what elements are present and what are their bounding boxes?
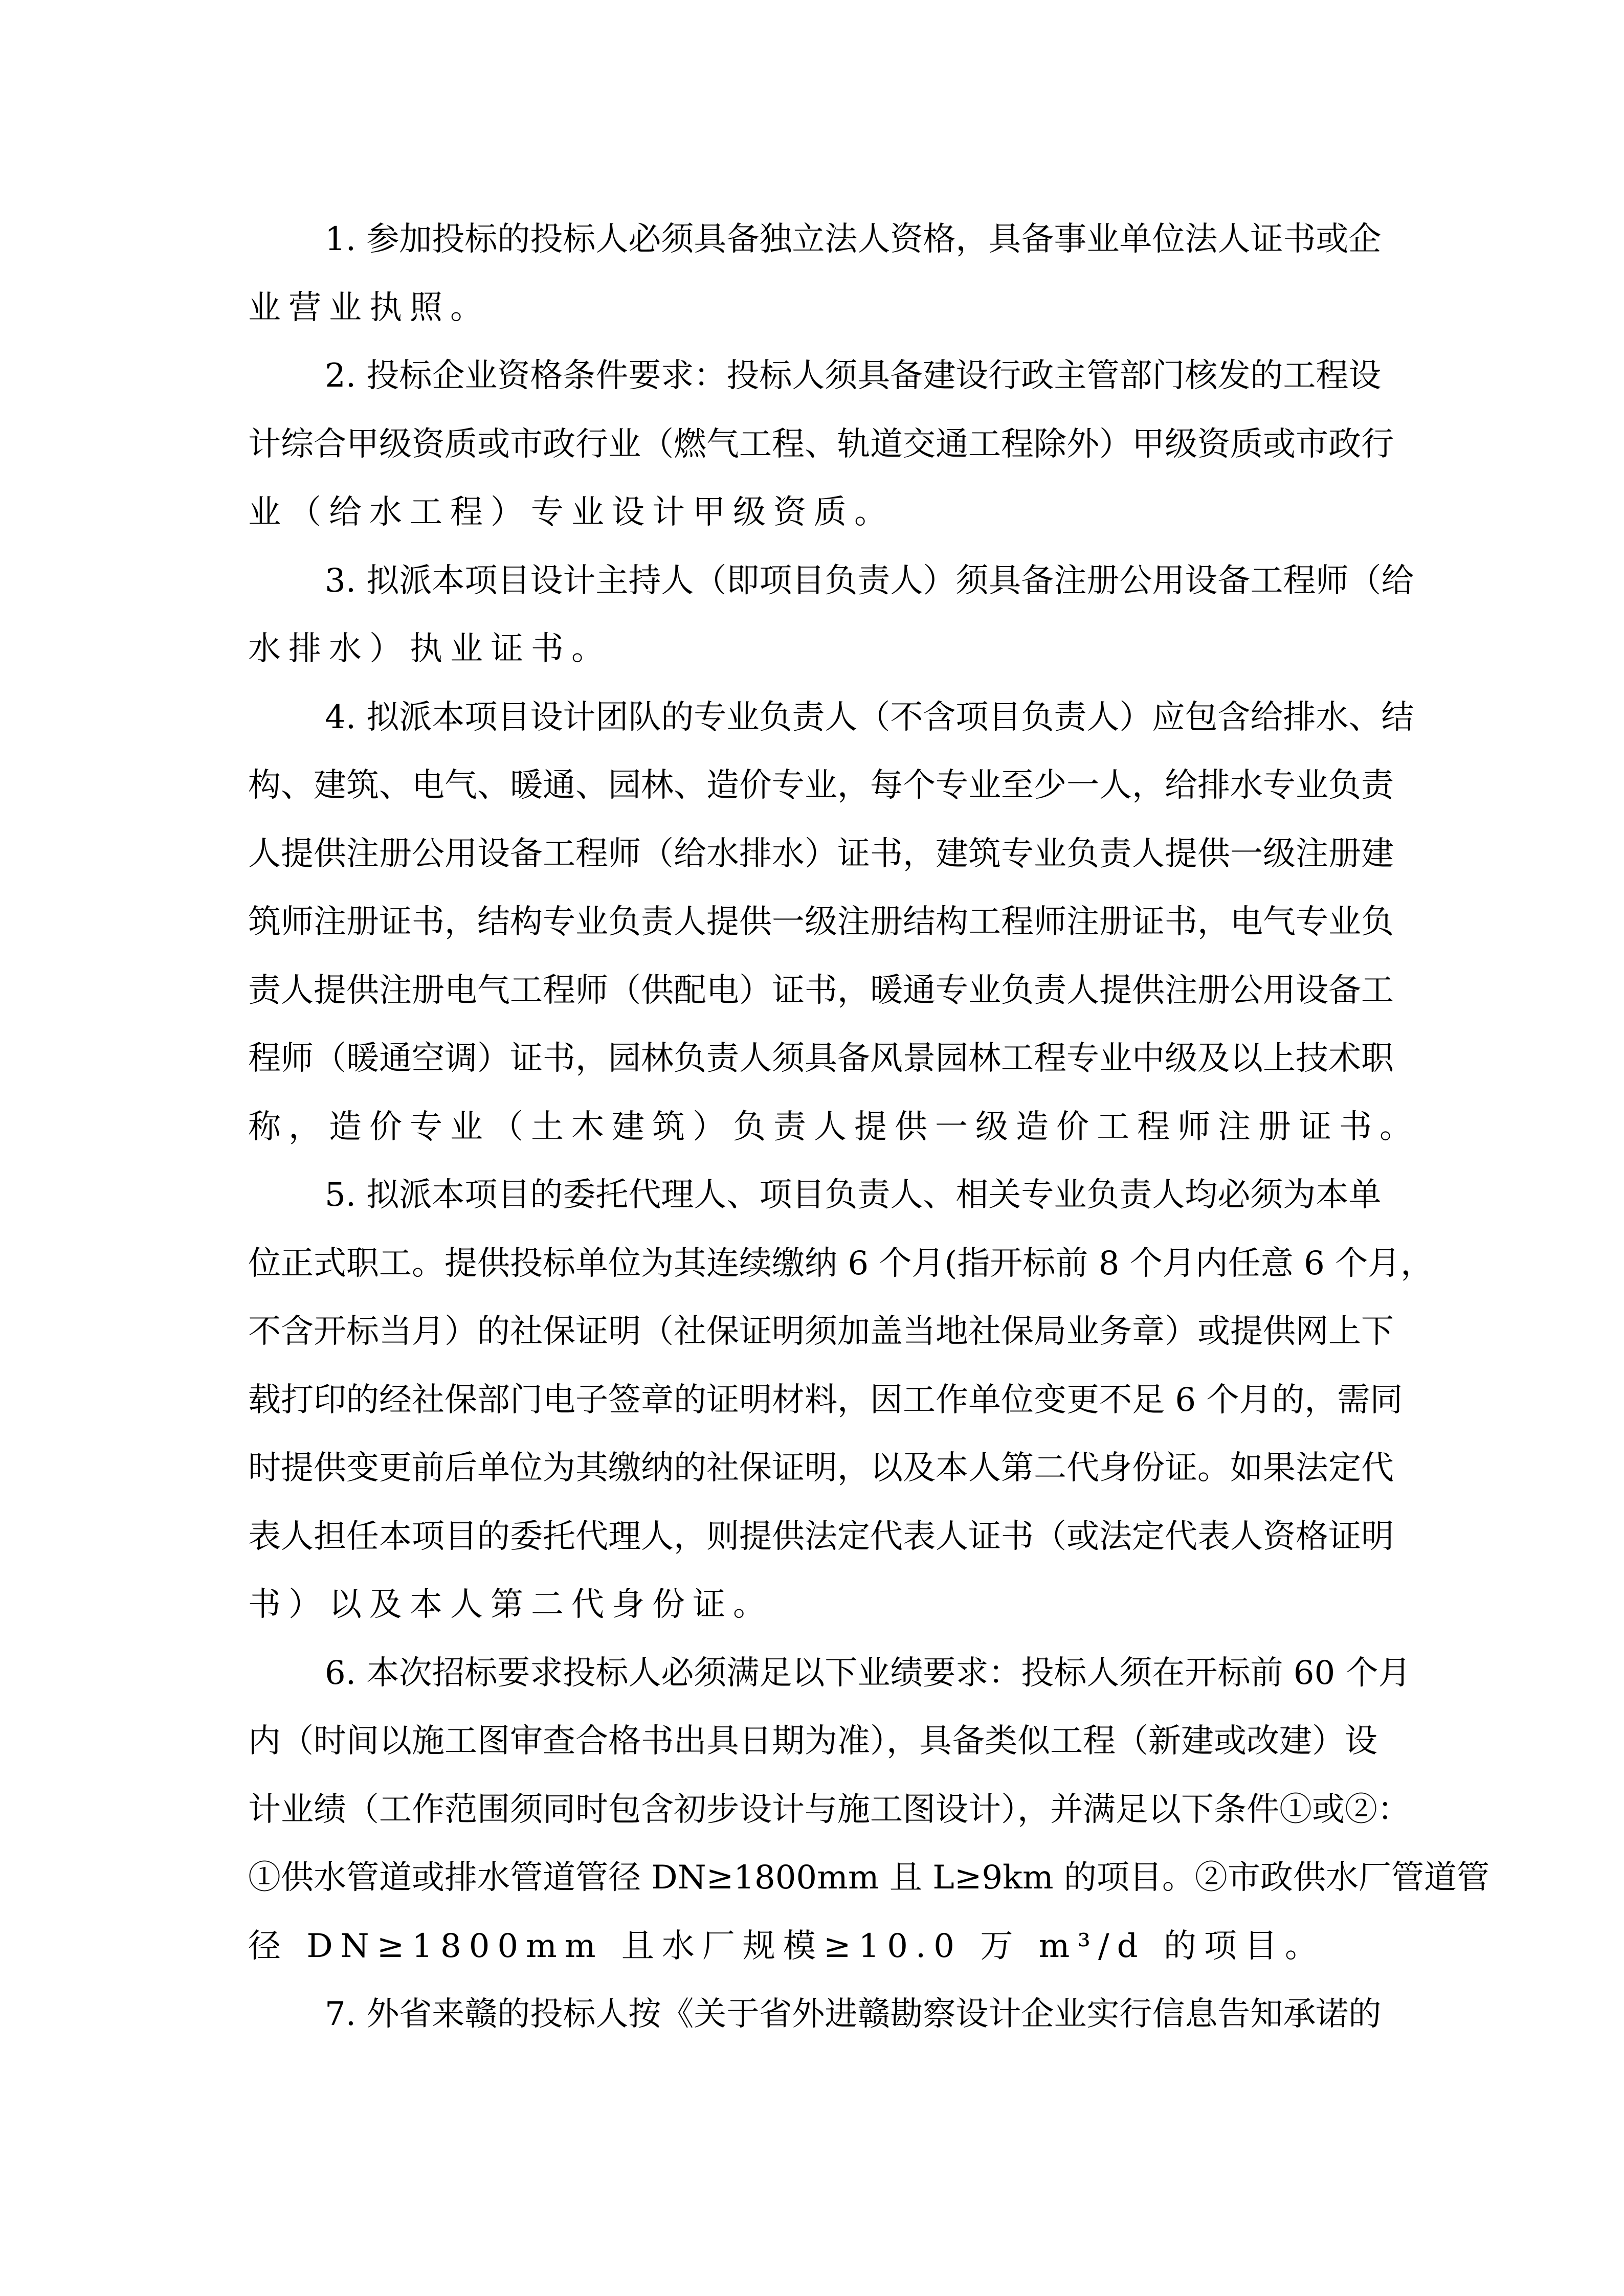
paragraph-line: 计综合甲级资质或市政行业（燃气工程、轨道交通工程除外）甲级资质或市政行 bbox=[248, 425, 1394, 463]
paragraph-line: 构、建筑、电气、暖通、园林、造价专业，每个专业至少一人，给排水专业负责 bbox=[248, 767, 1394, 804]
paragraph-line: 计业绩（工作范围须同时包含初步设计与施工图设计），并满足以下条件①或②： bbox=[248, 1790, 1410, 1829]
paragraph-line: 2. 投标企业资格条件要求：投标人须具备建设行政主管部门核发的工程设 bbox=[325, 357, 1382, 395]
paragraph-line: 5. 拟派本项目的委托代理人、项目负责人、相关专业负责人均必须为本单 bbox=[325, 1176, 1382, 1214]
paragraph-line: 不含开标当月）的社保证明（社保证明须加盖当地社保局业务章）或提供网上下 bbox=[248, 1313, 1394, 1350]
paragraph-4 bbox=[248, 684, 1420, 1162]
paragraph-7 bbox=[248, 1980, 1382, 2049]
paragraph-line: 时提供变更前后单位为其缴纳的社保证明，以及本人第二代身份证。如果法定代 bbox=[248, 1449, 1394, 1487]
paragraph-line: 人提供注册公用设备工程师（给水排水）证书，建筑专业负责人提供一级注册建 bbox=[248, 835, 1394, 873]
paragraph-line: 责人提供注册电气工程师（供配电）证书，暖通专业负责人提供注册公用设备工 bbox=[248, 971, 1394, 1009]
paragraph-line: 4. 拟派本项目设计团队的专业负责人（不含项目负责人）应包含给排水、结 bbox=[325, 698, 1414, 736]
paragraph-line: 称，造价专业（土木建筑）负责人提供一级造价工程师注册证书。 bbox=[248, 1108, 1420, 1146]
paragraph-line: 6. 本次招标要求投标人必须满足以下业绩要求：投标人须在开标前 60 个月 bbox=[325, 1654, 1411, 1692]
paragraph-line: 径 DN≥1800mm 且水厂规模≥10.0 万 m³/d 的项目。 bbox=[248, 1927, 1325, 1965]
paragraph-5 bbox=[248, 1161, 1434, 1639]
paragraph-3 bbox=[248, 547, 1414, 684]
paragraph-line: 表人担任本项目的委托代理人，则提供法定代表人证书（或法定代表人资格证明 bbox=[248, 1517, 1394, 1556]
paragraph-1 bbox=[248, 206, 1382, 342]
paragraph-line: 内（时间以施工图审查合格书出具日期为准），具备类似工程（新建或改建）设 bbox=[248, 1722, 1377, 1760]
paragraph-line: 7. 外省来赣的投标人按《关于省外进赣勘察设计企业实行信息告知承诺的 bbox=[325, 1995, 1382, 2033]
paragraph-6 bbox=[248, 1639, 1489, 1981]
paragraph-line: 1. 参加投标的投标人必须具备独立法人资格，具备事业单位法人证书或企 bbox=[325, 220, 1382, 258]
paragraph-line: 载打印的经社保部门电子签章的证明材料，因工作单位变更不足 6 个月的，需同 bbox=[248, 1381, 1403, 1419]
paragraph-line: ①供水管道或排水管道管径 DN≥1800mm 且 L≥9km 的项目。②市政供水厂管道管 bbox=[248, 1859, 1489, 1897]
paragraph-line: 业（给水工程）专业设计甲级资质。 bbox=[248, 493, 895, 531]
paragraph-line: 筑师注册证书，结构专业负责人提供一级注册结构工程师注册证书，电气专业负 bbox=[248, 903, 1394, 941]
paragraph-line: 3. 拟派本项目设计主持人（即项目负责人）须具备注册公用设备工程师（给 bbox=[325, 561, 1414, 600]
paragraph-line: 业营业执照。 bbox=[248, 288, 491, 327]
paragraph-line: 书）以及本人第二代身份证。 bbox=[248, 1586, 773, 1624]
paragraph-2 bbox=[248, 342, 1394, 547]
paragraph-line: 位正式职工。提供投标单位为其连续缴纳 6 个月(指开标前 8 个月内任意 6 个月， bbox=[248, 1244, 1434, 1282]
paragraph-line: 程师（暖通空调）证书，园林负责人须具备风景园林工程专业中级及以上技术职 bbox=[248, 1040, 1394, 1077]
paragraph-line: 水排水）执业证书。 bbox=[248, 630, 612, 668]
document-body bbox=[248, 206, 1489, 2049]
